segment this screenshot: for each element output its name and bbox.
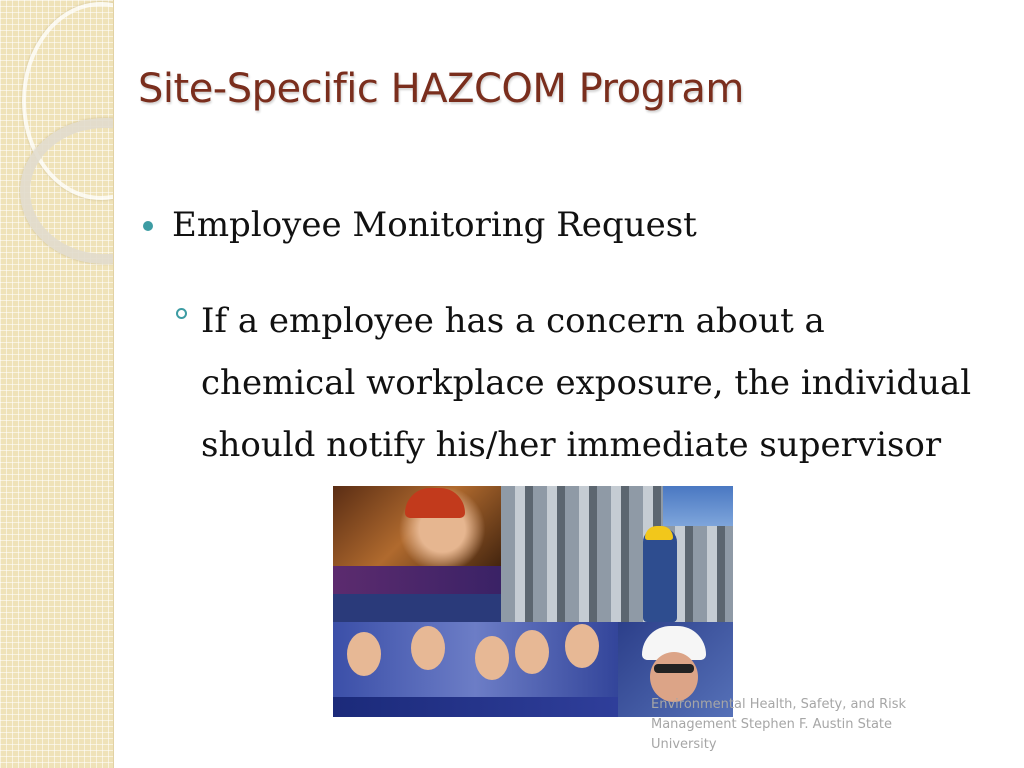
photo-worker-pipes xyxy=(501,486,733,622)
bullet-ring-icon xyxy=(176,308,187,319)
workers-photo-collage xyxy=(333,486,733,717)
bullet-level-2-text: If a employee has a concern about a chemical workplace exposure, the individual should notify his/her immediate supervisor xyxy=(201,301,972,465)
photo-worker-closeup xyxy=(333,486,501,594)
hardhat-icon xyxy=(645,526,673,540)
slide-title: Site-Specific HAZCOM Program xyxy=(138,66,744,112)
bullet-level-2 xyxy=(176,290,986,476)
slide-footer: Environmental Health, Safety, and Risk Management Stephen F. Austin State University xyxy=(651,697,907,752)
photo-employee-group xyxy=(333,622,618,717)
decorative-sidebar xyxy=(0,0,114,768)
bullet-level-1-text: Employee Monitoring Request xyxy=(172,205,697,245)
bullet-dot-icon xyxy=(143,221,153,231)
hardhat-icon xyxy=(405,488,465,518)
bullet-level-1 xyxy=(143,205,697,245)
